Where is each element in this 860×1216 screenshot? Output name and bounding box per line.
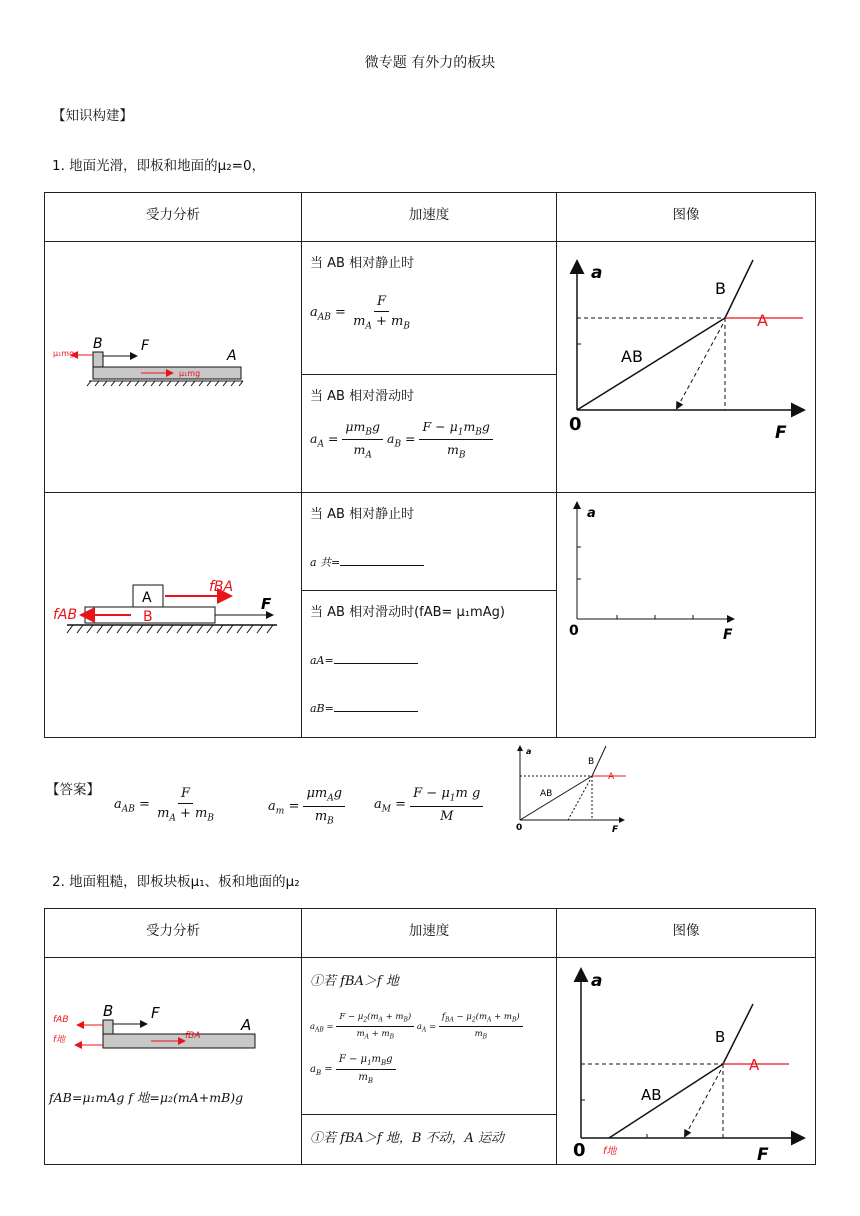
- answer-formula-am: $a_m$ = $\frac{\mu m_Ag}{m_B}$: [268, 786, 345, 826]
- sliding-label-2: 当 AB 相对滑动时(fAB= μ₁mAg): [310, 605, 505, 621]
- series-ab-label: AB: [621, 347, 643, 366]
- ans-origin: 0: [516, 823, 523, 833]
- ans-ab: AB: [540, 789, 553, 799]
- q2-label-fdi: f地: [53, 1035, 66, 1045]
- q2-label-fab: fAB: [53, 1015, 69, 1025]
- label-fba: fBA: [209, 579, 234, 595]
- blank-aa: aA=: [310, 651, 418, 667]
- label-mu-left: μ₁mg: [53, 349, 75, 358]
- line-ab: [577, 318, 725, 410]
- answer-formula-aab: $a_{AB}$ = $\frac{F}{m_A + m_B}$: [114, 786, 214, 824]
- label-b2: B: [143, 609, 153, 625]
- axis-a-label-2: a: [587, 506, 596, 521]
- axis-a-label: a: [591, 263, 603, 283]
- q2-header-graph: 图像: [557, 909, 816, 958]
- ans-b: B: [588, 757, 595, 767]
- q2-header-force: 受力分析: [45, 909, 302, 958]
- q2-label-f: F: [151, 1004, 160, 1022]
- q2-label-a: A: [241, 1016, 252, 1034]
- header-graph: 图像: [557, 193, 816, 242]
- q2-formula-ab: $a_B$ = $\frac{F - \mu_1m_Bg}{m_B}$: [310, 1054, 396, 1085]
- formula-aa-ab: $a_A$ = $\frac{\mu m_Bg}{m_A}$ $a_B$ = $\frac{F - \mu_1m_Bg}{m_B}$: [310, 419, 493, 461]
- q2-axis-a: a: [591, 971, 603, 991]
- page-title: 微专题 有外力的板块: [364, 55, 496, 71]
- q2-diagram-cell: [45, 958, 302, 1165]
- label-a2: A: [142, 590, 152, 606]
- q2-series-b: B: [715, 1028, 726, 1046]
- q2-formula-aab-aa: $a_{AB}$ = $\frac{F - \mu_2(m_A + m_B)}{m_A + m_B}$ $a_A$ = $\frac{f_{BA} - \mu_2(m_A + m_B)}{m_B}$: [310, 1012, 523, 1040]
- q1-row1-static-cell: [302, 242, 557, 375]
- q2-table: [44, 908, 816, 1165]
- line-b: [725, 260, 753, 318]
- series-b-label: B: [715, 279, 726, 298]
- q2-cond2-cell: [302, 1114, 557, 1164]
- sliding-label: 当 AB 相对滑动时: [310, 388, 415, 404]
- origin-label: 0: [569, 414, 582, 435]
- label-f: F: [141, 338, 150, 354]
- q2-series-ab: AB: [641, 1086, 662, 1104]
- series-a-label: A: [757, 311, 768, 330]
- board-block-diagram-2: [45, 493, 301, 733]
- label-fab: fAB: [53, 607, 78, 623]
- q2-label-fba: fBA: [185, 1031, 201, 1041]
- label-a: A: [227, 348, 237, 364]
- q2-series-a: A: [749, 1056, 760, 1074]
- blank-ab: aB=: [310, 699, 418, 715]
- q2-graph-cell: [557, 958, 816, 1165]
- label-b: B: [93, 336, 103, 352]
- q1-row1-graph-cell: [557, 242, 816, 493]
- label-f2: F: [261, 595, 272, 613]
- answer-formula-aM: $a_M$ = $\frac{F - \mu_1m g}{M}$: [374, 786, 483, 824]
- header-force: 受力分析: [45, 193, 302, 242]
- origin-label-2: 0: [569, 623, 579, 639]
- answer-graph: [512, 742, 632, 838]
- q1-heading: 1. 地面光滑，即板和地面的μ₂=0，: [52, 158, 266, 174]
- axis-f-label: F: [775, 423, 787, 443]
- header-accel: 加速度: [302, 193, 557, 242]
- label-mu-right: μ₁mg: [179, 369, 201, 378]
- q2-label-b: B: [103, 1002, 114, 1020]
- ans-axis-a: a: [526, 747, 532, 756]
- board-block-diagram-1: [45, 242, 301, 488]
- q2-axis-f: F: [757, 1145, 769, 1160]
- q2-cond1: ①若 fBA＞f 地: [310, 974, 399, 989]
- accel-graph-1: [557, 242, 815, 488]
- q1-row2-static-cell: [302, 493, 557, 591]
- q2-label-fdi-axis: f地: [603, 1146, 617, 1157]
- blank-common: a 共=: [310, 553, 424, 570]
- accel-graph-2: [557, 493, 815, 733]
- q2-heading: 2. 地面粗糙，即板块板μ₁、板和地面的μ₂: [52, 874, 300, 890]
- static-label-2: 当 AB 相对静止时: [310, 507, 415, 522]
- q2-cond1-cell: [302, 958, 557, 1115]
- accel-graph-3: [557, 958, 815, 1160]
- ans-a: A: [608, 772, 615, 782]
- q1-row2-sliding-cell: [302, 591, 557, 738]
- q1-row2-diagram-cell: [45, 493, 302, 738]
- ans-axis-f: F: [612, 825, 619, 835]
- q2-force-equation: fAB=μ₁mAg f 地=μ₂(mA+mB)g: [49, 1090, 244, 1105]
- q2-cond2: ①若 fBA＞f 地，B 不动，A 运动: [310, 1130, 505, 1146]
- static-label: 当 AB 相对静止时: [310, 256, 415, 271]
- q1-row1-diagram-cell: [45, 242, 302, 493]
- q2-origin: 0: [573, 1140, 586, 1160]
- section-heading: 【知识构建】: [52, 108, 133, 124]
- q1-table: [44, 192, 816, 738]
- q1-row2-graph-cell: [557, 493, 816, 738]
- block-b: [93, 352, 103, 367]
- answer-label: 【答案】: [46, 782, 100, 798]
- axis-f-label-2: F: [723, 627, 733, 643]
- q2-header-accel: 加速度: [302, 909, 557, 958]
- q1-row1-sliding-cell: [302, 374, 557, 492]
- formula-aab: $a_{AB}$ = $\frac{F}{m_A + m_B}$: [310, 294, 410, 332]
